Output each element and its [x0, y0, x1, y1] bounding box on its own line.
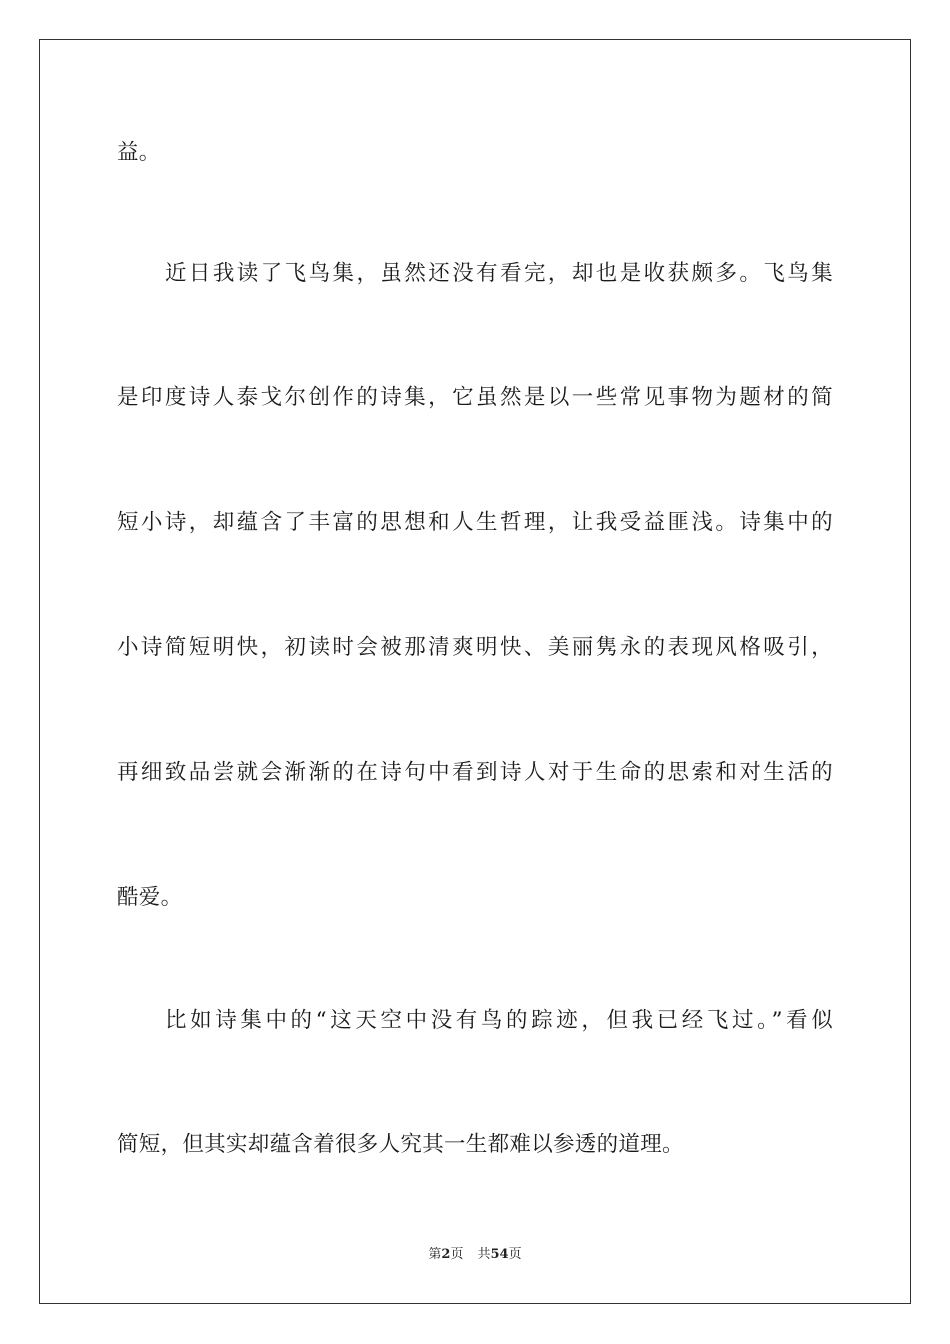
text-line-5: 小诗简短明快，初读时会被那清爽明快、美丽隽永的表现风格吸引，	[117, 635, 833, 660]
text-line-8: 比如诗集中的“这天空中没有鸟的踪迹，但我已经飞过。”看似	[165, 1008, 833, 1033]
page-prefix: 第	[428, 1247, 442, 1262]
text-line-4: 短小诗，却蕴含了丰富的思想和人生哲理，让我受益匪浅。诗集中的	[117, 510, 833, 535]
total-pages: 54	[490, 1247, 509, 1262]
text-line-7: 酷爱。	[117, 885, 183, 910]
total-unit: 页	[508, 1247, 522, 1262]
text-line-3: 是印度诗人泰戈尔创作的诗集，它虽然是以一些常见事物为题材的简	[117, 385, 833, 410]
text-line-6: 再细致品尝就会渐渐的在诗句中看到诗人对于生命的思索和对生活的	[117, 760, 833, 785]
text-line-1: 益。	[117, 140, 161, 165]
text-line-9: 简短，但其实却蕴含着很多人究其一生都难以参透的道理。	[117, 1132, 684, 1157]
page-border	[39, 39, 911, 1304]
page-footer	[0, 1246, 950, 1264]
text-line-2: 近日我读了飞鸟集，虽然还没有看完，却也是收获颇多。飞鸟集	[165, 261, 833, 286]
total-prefix: 共	[477, 1247, 491, 1262]
page-number: 2	[441, 1247, 451, 1262]
page-unit: 页	[450, 1247, 464, 1262]
